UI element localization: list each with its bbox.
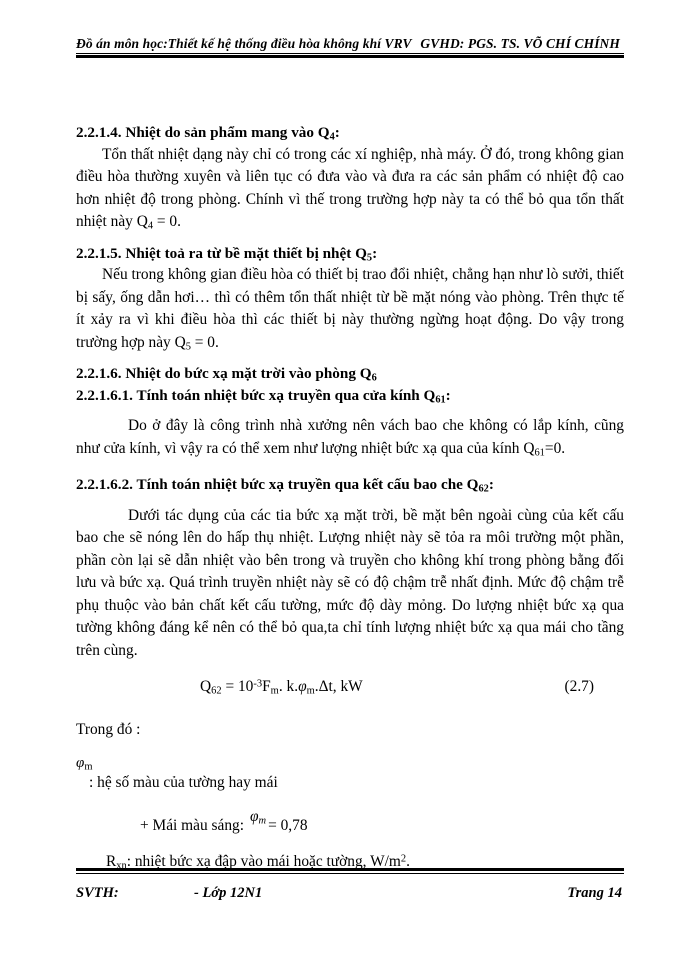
spacer (76, 234, 624, 243)
paragraph-2-2-1-5 (76, 264, 624, 354)
footer-row (76, 885, 624, 902)
header-title-left: Đồ án môn học:Thiết kế hệ thống điều hòa không khí VRV (76, 36, 412, 51)
radiation-symbol: R (106, 853, 117, 870)
formula-equals: = 10 (221, 678, 254, 696)
heading-2-2-1-6 (76, 363, 624, 385)
radiation-exponent: 2 (400, 853, 407, 865)
bright-roof-symbol-subscript: m (258, 814, 267, 826)
heading-2-2-1-6-1 (76, 385, 624, 407)
header-rule-thick (76, 55, 624, 58)
formula-f-symbol: F (262, 678, 271, 696)
heading-2-2-1-6-2-tail: : (488, 476, 494, 494)
formula-f-subscript: m (270, 685, 279, 697)
formula-exponent: -3 (253, 678, 263, 690)
heading-2-2-1-4-tail: : (334, 124, 340, 141)
symbol-phi-m (76, 755, 624, 772)
paragraph-2-2-1-5-text: Nếu trong không gian điều hòa có thiết bị trao đổi nhiệt, chẳng hạn như lò sưởi, thiết bị sấy, ống dẫn hơi… thì có thêm tổn thất nhiệt từ bề mặt nóng vào phòng. Trên thực tế ít xảy ra vì khi điều hòa thì các thiết bị này thường ngừng hoạt động. Do vậy trong trường hợp này Q (76, 266, 624, 351)
spacer (76, 795, 624, 815)
heading-2-2-1-6-2 (76, 474, 624, 496)
bright-roof-symbol-glyph: φ (250, 807, 259, 825)
heading-2-2-1-6-1-tail: : (445, 386, 451, 404)
spacer (76, 460, 624, 474)
heading-2-2-1-6-2-text: 2.2.1.6.2. Tính toán nhiệt bức xạ truyền qua kết cấu bao che Q (76, 476, 479, 494)
radiation-symbol-subscript: xn (116, 860, 127, 872)
document-body (76, 122, 624, 873)
formula-2-7 (76, 676, 624, 698)
symbol-definition: : hệ số màu của tường hay mái (89, 774, 278, 792)
heading-2-2-1-6-1-text: 2.2.1.6.1. Tính toán nhiệt bức xạ truyền qua cửa kính Q (76, 386, 436, 404)
header-rule-thin (76, 53, 624, 54)
spacer (76, 699, 624, 719)
bright-roof-label: + Mái màu sáng: (140, 816, 244, 834)
heading-2-2-1-4-subscript: 4 (329, 131, 335, 143)
paragraph-2-2-1-6-1-text: Do ở đây là công trình nhà xưởng nên vách bao che không có lắp kính, cũng như cửa kính, vì vậy ra có thể xem như lượng nhiệt bức xạ qua của kính Q (76, 417, 624, 457)
paragraph-2-2-1-5-subscript: 5 (185, 340, 191, 352)
spacer (76, 354, 624, 363)
bright-roof-item (76, 807, 624, 837)
heading-2-2-1-6-text: 2.2.1.6. Nhiệt do bức xạ mặt trời vào phòng Q (76, 365, 372, 383)
page-footer (76, 868, 624, 902)
formula-expression (200, 676, 363, 698)
paragraph-2-2-1-4-subscript: 4 (147, 220, 154, 232)
spacer (76, 662, 624, 676)
paragraph-2-2-1-6-1-subscript: 61 (534, 446, 545, 458)
radiation-text: : nhiệt bức xạ đập vào mái hoặc tường, W/m (126, 853, 401, 870)
heading-2-2-1-6-subscript: 6 (371, 372, 377, 384)
formula-lhs-subscript: 62 (211, 685, 222, 697)
formula-number: (2.7) (564, 678, 594, 696)
bright-roof-value: = 0,78 (268, 816, 308, 834)
heading-2-2-1-4 (76, 122, 624, 144)
radiation-tail: . (406, 853, 410, 870)
paragraph-2-2-1-6-1-tail: =0. (544, 439, 566, 457)
footer-rule-thin (76, 873, 624, 874)
formula-mid: . k. (278, 678, 299, 696)
formula-tail: .Δt, kW (314, 678, 363, 696)
bright-roof-symbol (244, 806, 268, 828)
page-header (76, 36, 624, 58)
spacer (76, 496, 624, 505)
footer-svth-label: SVTH: (76, 885, 119, 901)
paragraph-2-2-1-4-tail: = 0. (153, 213, 181, 231)
heading-2-2-1-5-text: 2.2.1.5. Nhiệt toả ra từ bề mặt thiết bị nhệt Q (76, 244, 367, 262)
paragraph-2-2-1-4 (76, 144, 624, 234)
formula-phi-symbol: φ (298, 678, 307, 696)
paragraph-2-2-1-4-text: Tổn thất nhiệt dạng này chỉ có trong các xí nghiệp, nhà máy. Ở đó, trong không gian điều hòa thường xuyên và liên tục có đưa vào và đưa ra các sản phẩm có nhiệt độ cao hơn nhiệt độ trong phòng. Chính vì thế trong trường hợp này ta có thể bỏ qua tổn thất nhiệt này Q (76, 145, 624, 231)
heading-2-2-1-5-subscript: 5 (366, 251, 373, 263)
spacer (76, 741, 624, 755)
symbol-phi-glyph: φ (76, 755, 85, 772)
footer-class-label: - Lớp 12N1 (194, 885, 263, 901)
spacer (76, 837, 624, 851)
header-title-right: GVHD: PGS. TS. VÕ CHÍ CHÍNH (420, 36, 620, 51)
header-row (76, 36, 624, 52)
paragraph-2-2-1-5-tail: = 0. (190, 333, 219, 351)
symbol-phi-subscript: m (84, 761, 93, 773)
heading-2-2-1-4-text: 2.2.1.4. Nhiệt do sản phẩm mang vào Q (76, 124, 330, 141)
formula-phi-subscript: m (306, 685, 315, 697)
where-intro: Trong đó : (76, 720, 141, 738)
footer-page-number: Trang 14 (567, 885, 622, 901)
formula-lhs: Q (200, 678, 212, 696)
heading-2-2-1-6-1-subscript: 61 (435, 393, 446, 405)
spacer (76, 406, 624, 415)
heading-2-2-1-5 (76, 243, 624, 265)
paragraph-2-2-1-6-2: Dưới tác dụng của các tia bức xạ mặt trời, bề mặt bên ngoài cùng của kết cấu bao che sẽ nóng lên do hấp thụ nhiệt. Lượng nhiệt này sẽ tỏa ra môi trường một phần, phần còn lại sẽ dẫn nhiệt vào bên trong và truyền cho không khí trong phòng bằng đối lưu và bức xạ. Quá trình truyền nhiệt này sẽ có độ chậm trễ nhất định. Mức độ chậm trễ phụ thuộc vào bản chất kết cấu tường, mức độ dày mỏng. Do lượng nhiệt bức xạ qua tường không đáng kể nên có thể bỏ qua,ta chỉ tính lượng nhiệt bức xạ qua mái cho tầng trên cùng. (76, 506, 624, 659)
footer-rule-thick (76, 868, 624, 871)
paragraph-2-2-1-6-1 (76, 415, 624, 460)
heading-2-2-1-6-2-subscript: 62 (478, 483, 489, 495)
heading-2-2-1-5-tail: : (372, 244, 378, 262)
